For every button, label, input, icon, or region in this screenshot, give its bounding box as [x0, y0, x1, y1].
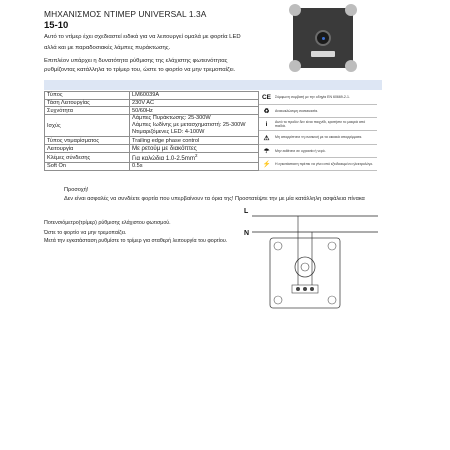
mount-tab-icon [345, 4, 357, 16]
certification-text: Η εγκατάσταση πρέπει να γίνει από εξειδικευμένο ηλεκτρολόγο. [274, 157, 377, 170]
description-line-4: ρυθμίζοντας κατάλληλα το τρίμερ του, ώστε το φορτίο να μην τρεμοπαίζει. [44, 67, 236, 73]
certification-text: Μην εκθέτετε σε υγρασία ή νερό. [274, 144, 377, 157]
table-row [45, 92, 259, 100]
table-row [45, 99, 259, 107]
spec-label: Λειτουργία [45, 145, 130, 153]
spec-value: LM60039A [130, 92, 259, 100]
info-icon: i [259, 118, 274, 131]
power-line: Λάμπες Ιωδίνης με μετασχηματιστή: 25-300W [132, 122, 246, 129]
terminal-plate-icon [311, 51, 335, 57]
spec-label: Τάση Λειτουργίας [45, 99, 130, 107]
terminals-unit-sup: 2 [194, 153, 198, 159]
spec-value: 230V AC [130, 99, 259, 107]
umbrella-icon: ☂ [259, 144, 274, 157]
warning-heading: Προσοχή! [64, 187, 89, 193]
spec-value [130, 153, 259, 163]
certification-text: Ανακυκλώσιμη συσκευασία. [274, 104, 377, 117]
certification-text: Σύμφωνη συμβατή με την οδηγία EN 60669-2-1. [274, 91, 377, 104]
spec-value: Με ρετούμ με διακόπτες [130, 145, 259, 153]
spec-label: Τύπος ντιμαρίσματος [45, 137, 130, 145]
table-row [45, 115, 259, 137]
mount-tab-icon [289, 4, 301, 16]
mount-tab-icon [289, 60, 301, 72]
spec-label: Κλέμες σύνδεσης [45, 153, 130, 163]
line-label: L [244, 208, 249, 215]
description-line-3: Επιπλέον υπάρχει η δυνατότητα ρύθμισης της ελάχιστης φωτεινότητας [44, 58, 228, 64]
terminal-icon [303, 287, 307, 291]
mount-tab-icon [345, 60, 357, 72]
spec-label: Τύπος [45, 92, 130, 100]
product-code: 15-10 [44, 20, 69, 31]
spec-label: Συχνότητα [45, 107, 130, 115]
trimmer-note-line-3: Μετά την εγκατάσταση ρυθμίστε το τρίμερ για σταθερή λειτουργία του φορτίου. [44, 238, 228, 244]
warning-icon: ⚠ [259, 131, 274, 144]
recycle-icon: ♻ [259, 104, 274, 117]
ce-mark-icon: CE [259, 91, 274, 104]
screw-hole-icon [274, 296, 282, 304]
trimmer-note-line-1: Ποτενσιόμετρο(τρίμερ) ρύθμισης ελάχιστου φωτισμού. [44, 220, 171, 226]
screw-hole-icon [328, 296, 336, 304]
table-row [45, 153, 259, 163]
table-row [45, 163, 259, 171]
terminal-icon [310, 287, 314, 291]
table-row [259, 131, 377, 144]
trimmer-note-line-2: Ώστε το φορτίο να μην τρεμοπαίζει. [44, 230, 127, 236]
spec-value: 0.5s [130, 163, 259, 171]
description-line-1: Αυτό το ντίμερ έχει σχεδιαστεί ειδικά για να λειτουργεί ομαλά με φορτία LED [44, 34, 241, 40]
table-row [45, 137, 259, 145]
certification-text: Αυτό το προϊόν δεν είναι παιχνίδι, κρατήστε το μακριά από παιδιά. [274, 118, 377, 131]
description-line-2: αλλά και με παραδοσιακές λάμπες πυράκτωσης. [44, 45, 171, 51]
electrician-icon: ⚡ [259, 157, 274, 170]
section-divider-bar [44, 80, 382, 90]
power-line: Ντιμαριζόμενες LED: 4-100W [132, 129, 205, 136]
spec-table [44, 91, 259, 171]
table-row [259, 118, 377, 131]
spec-value [130, 115, 259, 137]
table-row [259, 144, 377, 157]
screw-hole-icon [274, 242, 282, 250]
table-row [259, 91, 377, 104]
knob-shaft-icon [301, 263, 309, 271]
screw-hole-icon [328, 242, 336, 250]
terminals-text: Για καλώδια 1.0-2.5mm [132, 155, 195, 163]
terminal-icon [296, 287, 300, 291]
spec-value: 50/60Hz [130, 107, 259, 115]
certification-text: Μη απορρίπτετε τη συσκευή με τα οικιακά απορρίμματα. [274, 131, 377, 144]
certification-table [259, 91, 377, 171]
table-row [259, 104, 377, 117]
page-title: ΜΗΧΑΝΙΣΜΟΣ ΝΤΙΜΕΡ UNIVERSAL 1.3A [44, 9, 207, 19]
product-photo [293, 8, 353, 68]
spec-label: Ισχύς [45, 115, 130, 137]
wiring-diagram [230, 205, 380, 320]
spec-label: Soft On [45, 163, 130, 171]
warning-text: Δεν είναι ασφαλές να συνδέετε φορτία που υπερβαίνουν τα όρια της! Προστατέψτε την με μία κατάλληλη ασφάλεια πίνακα [64, 196, 365, 202]
table-row [45, 107, 259, 115]
spec-value: Trailing edge phase control [130, 137, 259, 145]
dimmer-knob-icon [315, 30, 331, 46]
table-row [259, 157, 377, 170]
table-row [45, 145, 259, 153]
power-line: Λάμπες Πυράκτωσης: 25-300W [132, 115, 211, 122]
neutral-label: N [244, 230, 250, 237]
